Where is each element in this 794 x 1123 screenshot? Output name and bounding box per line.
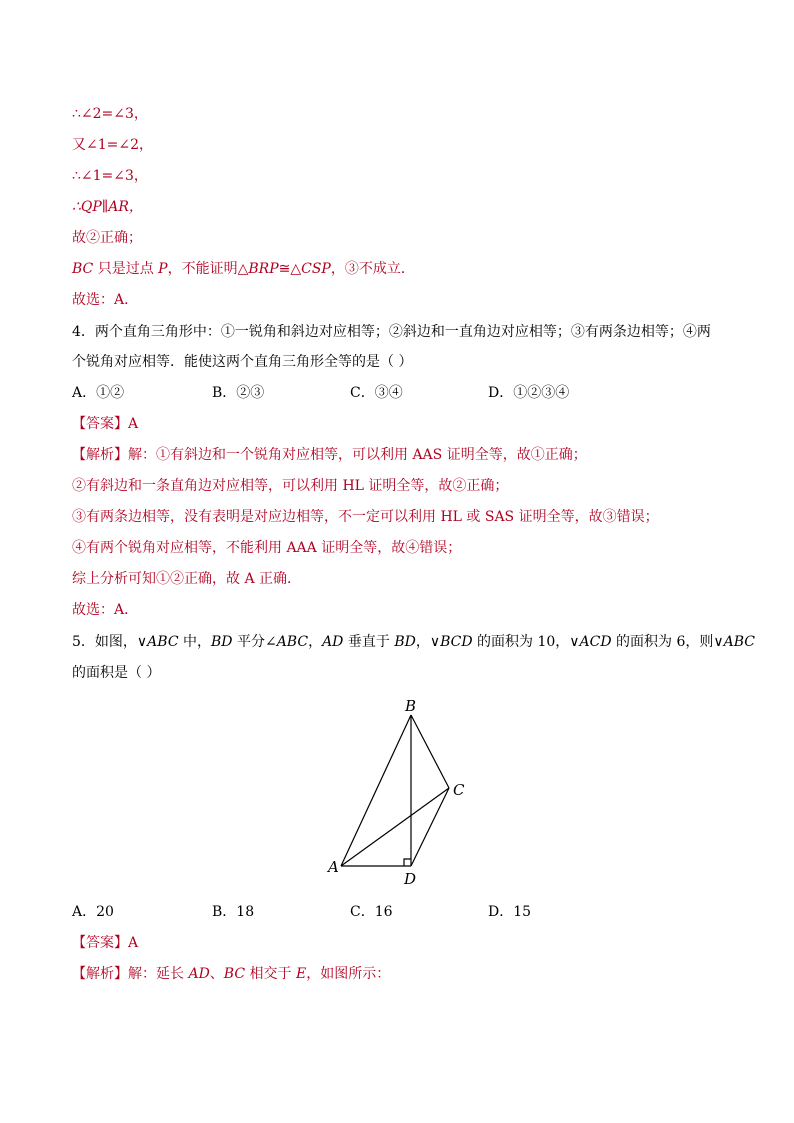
q4-answer [72,414,138,434]
q4-analysis-line-3: ③有两条边相等，没有表明是对应边相等，不一定可以利用 HL 或 SAS 证明全等，故③错误； [72,509,659,525]
segment-bc-fig [411,715,449,788]
q5-option-a: A．20 [72,904,114,920]
label-c: C [453,781,465,799]
q4-stem-line-2: 个锐角对应相等．能使这两个直角三角形全等的是（ ） [72,354,413,370]
q4-stem-line-1: 4．两个直角三角形中：①一锐角和斜边对应相等；②斜边和一直角边对应相等；③有两条边相等；④两 [72,324,711,340]
label-d: D [404,870,417,888]
answer-tag: 【答案】 [72,416,128,432]
q4-option-a: A．①② [72,385,125,401]
proof-line-1: ∴∠2=∠3， [72,106,148,122]
segment-dc [411,788,449,866]
right-angle-mark [404,859,411,866]
proof-line-2: 又∠1=∠2， [72,137,154,153]
q5-option-c: C．16 [350,904,393,920]
q4-option-d: D．①②③④ [488,385,570,401]
segment-ba [341,715,411,866]
q4-option-c: C．③④ [350,385,403,401]
proof-line-3: ∴∠1=∠3， [72,168,148,184]
q5-option-d: D．15 [488,904,532,920]
segment-ac [341,788,449,866]
answer-tag: 【答案】 [72,935,128,951]
q4-analysis-line-5: 综上分析可知①②正确，故 A 正确． [72,571,302,587]
analysis-tag: 【解析】 [72,966,128,982]
label-a: A [328,858,339,876]
q4-analysis-line-4: ④有两个锐角对应相等，不能利用 AAA 证明全等，故④错误； [72,540,462,556]
proof-line-5: 故②正确； [72,230,142,246]
q5-stem-line-1: 5．如图，∨ABC 中，BD 平分∠ABC，AD 垂直于 BD，∨BCD 的面积为 10，∨ACD 的面积为 6，则∨ABC [72,634,756,650]
answer-value: A [128,416,139,432]
proof-line-6: BC 只是过点 P，不能证明△BRP≅△CSP，③不成立． [72,261,415,277]
q4-analysis-line-6: 故选：A． [72,602,139,618]
q4-analysis-line-1: 【解析】解：①有斜边和一个锐角对应相等，可以利用 AAS 证明全等，故①正确； [72,447,587,463]
q5-answer [72,933,138,953]
q5-option-b: B．18 [212,904,255,920]
label-b: B [405,697,417,715]
analysis-tag: 【解析】 [72,447,128,463]
q5-analysis-line-1: 【解析】解：延长 AD、BC 相交于 E，如图所示： [72,966,391,982]
answer-value: A [128,935,139,951]
proof-line-7: 故选：A． [72,292,139,308]
q5-stem-line-2: 的面积是（ ） [72,665,161,681]
q4-analysis-line-2: ②有斜边和一条直角边对应相等，可以利用 HL 证明全等，故②正确； [72,478,509,494]
q4-option-b: B．②③ [212,385,265,401]
segment-bc: BC [72,261,94,277]
proof-line-4: ∴QP∥AR， [72,199,143,215]
triangle-figure [320,694,480,890]
